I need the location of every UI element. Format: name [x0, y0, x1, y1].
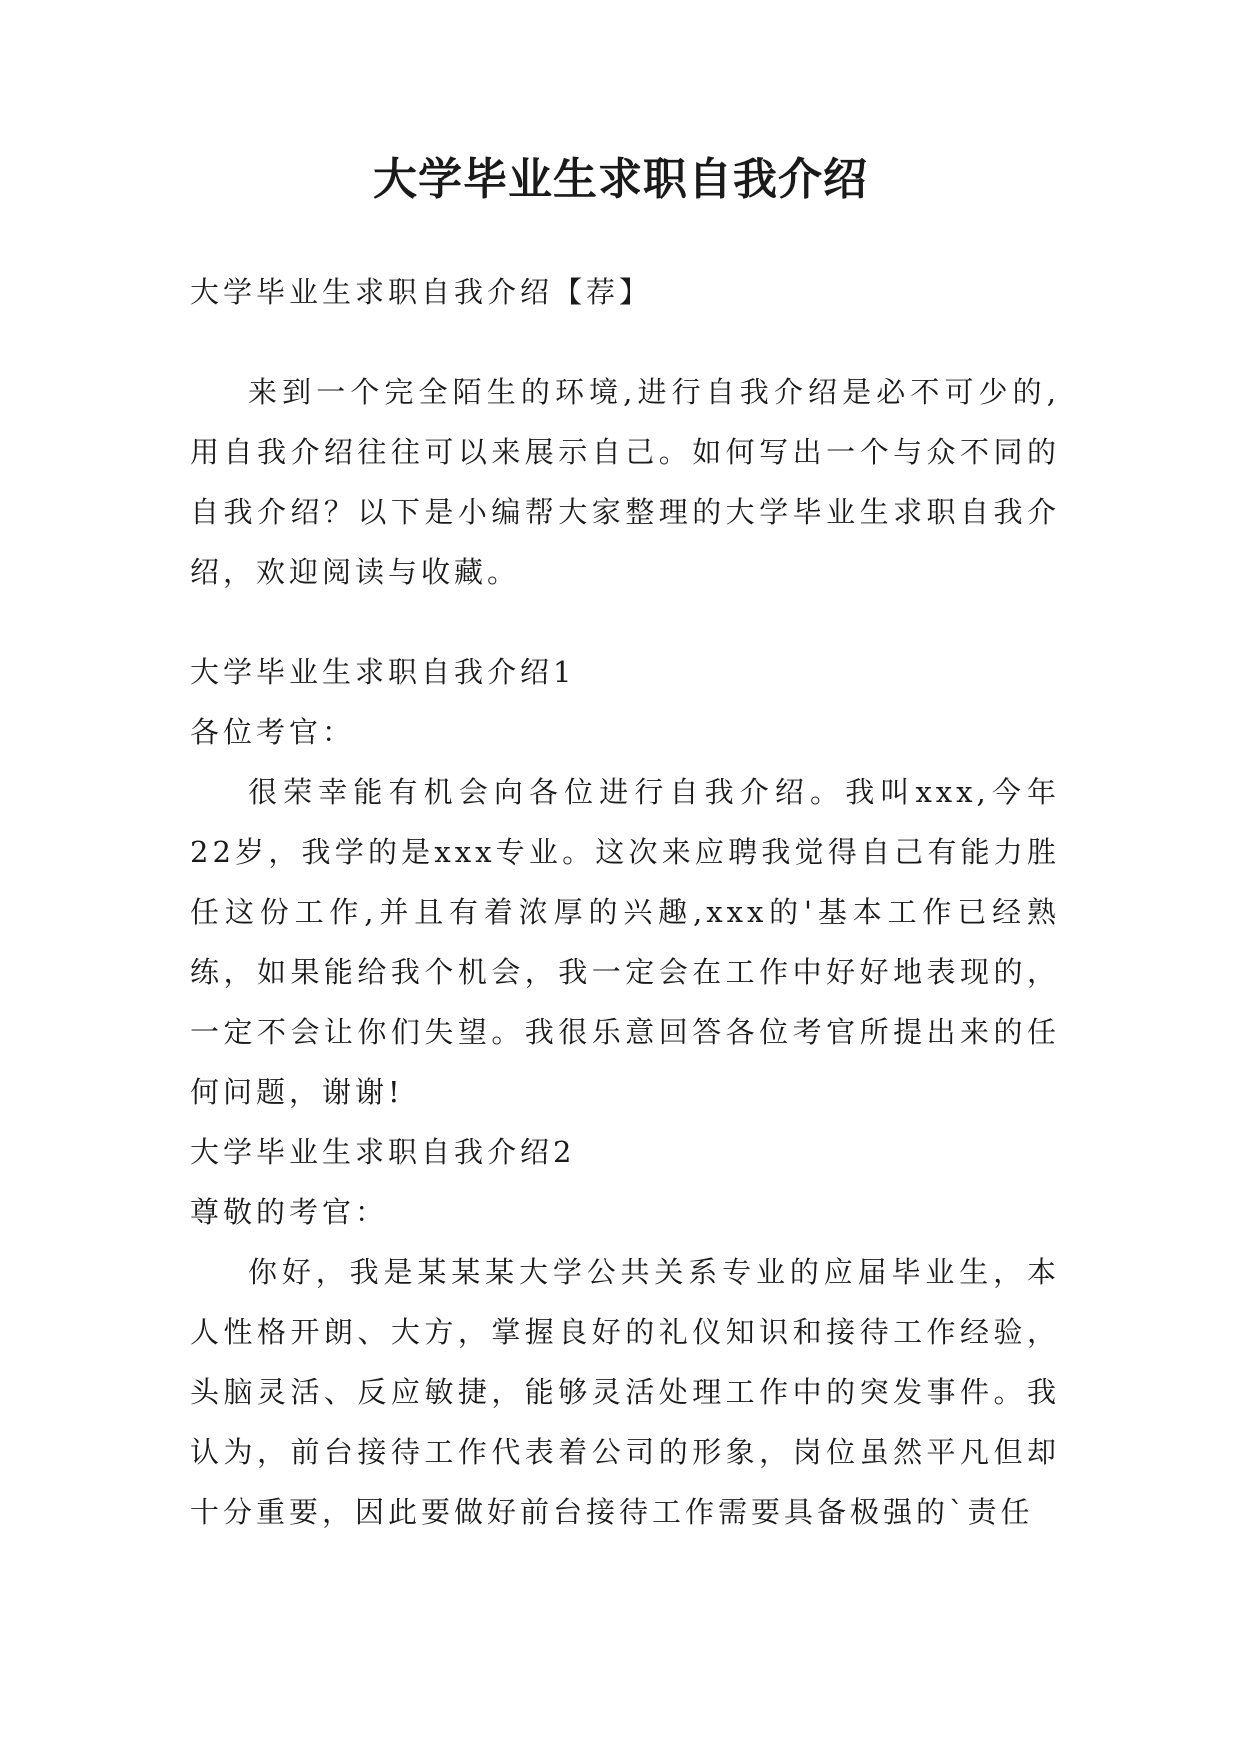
section-1-body: 很荣幸能有机会向各位进行自我介绍。我叫xxx,今年22岁，我学的是xxx专业。这次来应聘我觉得自己有能力胜任这份工作,并且有着浓厚的兴趣,xxx的'基本工作已经熟练，如果能给我个机会，我一定会在工作中好好地表现的，一定不会让你们失望。我很乐意回答各位考官所提出来的任何问题，谢谢! — [190, 775, 1060, 1109]
document-title: 大学毕业生求职自我介绍 — [373, 154, 868, 205]
section-2-body: 你好，我是某某某大学公共关系专业的应届毕业生，本人性格开朗、大方，掌握良好的礼仪知识和接待工作经验，头脑灵活、反应敏捷，能够灵活处理工作中的突发事件。我认为，前台接待工作代表着公司的形象，岗位虽然平凡但却十分重要，因此要做好前台接待工作需要具备极强的`责任 — [190, 1255, 1060, 1529]
section-2-greeting: 尊敬的考官： — [190, 1195, 389, 1229]
document-body — [190, 262, 1060, 1542]
intro-paragraph: 来到一个完全陌生的环境,进行自我介绍是必不可少的,用自我介绍往往可以来展示自己。如何写出一个与众不同的自我介绍？以下是小编帮大家整理的大学毕业生求职自我介绍，欢迎阅读与收藏。 — [190, 375, 1060, 589]
section-2-heading: 大学毕业生求职自我介绍2 — [190, 1135, 576, 1169]
section-1-greeting: 各位考官： — [190, 715, 356, 749]
section-1-heading: 大学毕业生求职自我介绍1 — [190, 655, 576, 689]
document-subtitle: 大学毕业生求职自我介绍【荐】 — [190, 275, 653, 309]
